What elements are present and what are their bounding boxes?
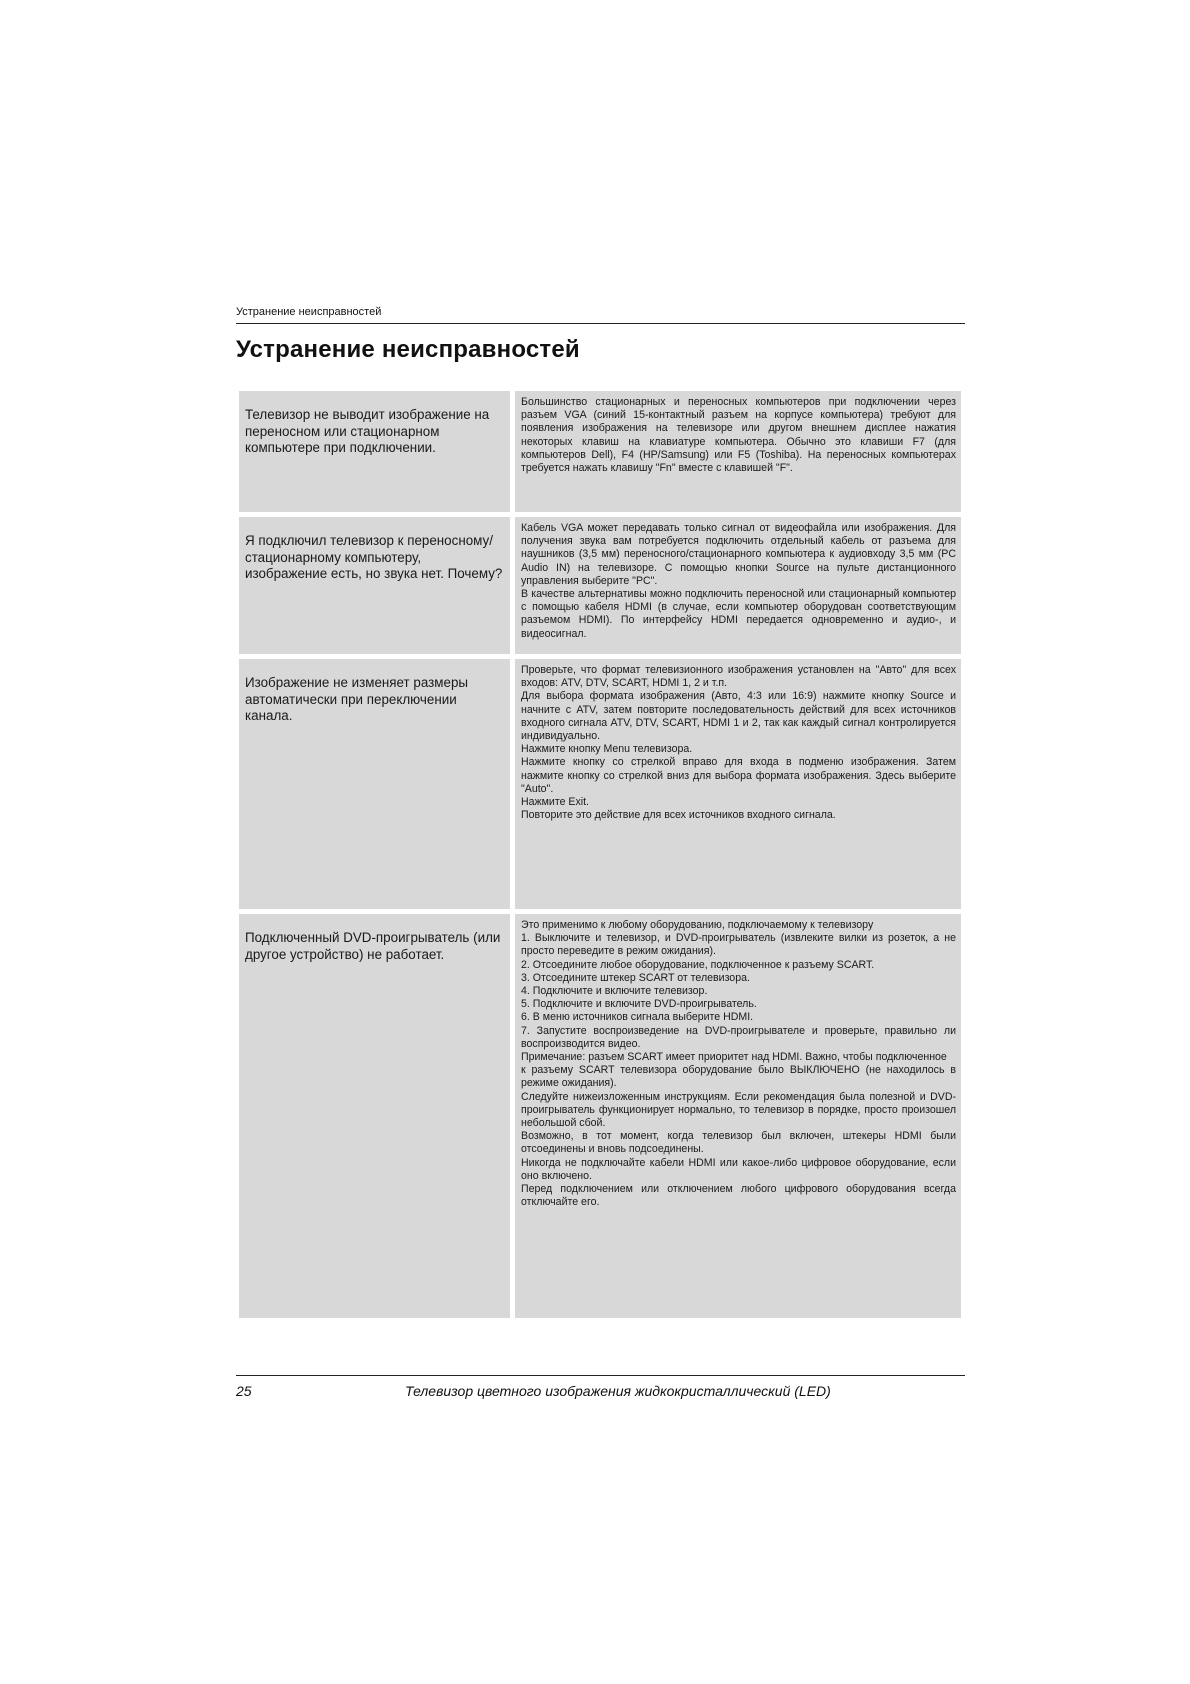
solution-paragraph: 1. Выключите и телевизор, и DVD-проигрыватель (извлеките вилки из розеток, а не просто переведите в режим ожидания).	[521, 932, 956, 958]
problem-cell: Подключенный DVD-проигрыватель (или другое устройство) не работает.	[239, 914, 510, 1318]
solution-paragraph: Никогда не подключайте кабели HDMI или какое-либо цифровое оборудование, если оно включено.	[521, 1156, 956, 1182]
solution-paragraph: Проверьте, что формат телевизионного изображения установлен на "Авто" для всех входов: ATV, DTV, SCART, HDMI 1, 2 и т.п.	[521, 664, 956, 690]
solution-cell	[515, 659, 961, 909]
solution-cell	[515, 517, 961, 654]
solution-paragraph: Большинство стационарных и переносных компьютеров при подключении через разъем VGA (синий 15-контактный разъем на корпусе компьютера) требуют для появления изображения на телевизоре или другом внешнем дисплее нажатия некоторых клавиш на клавиатуре компьютера. Обычно это клавиши F7 (для компьютеров Dell), F4 (HP/Samsung) или F5 (Toshiba). На переносных компьютерах требуется нажать клавишу "Fn" вместе с клавишей "F".	[521, 396, 956, 475]
solution-paragraph: 2. Отсоедините любое оборудование, подключенное к разъему SCART.	[521, 958, 875, 971]
solution-paragraph: Следуйте нижеизложенным инструкциям. Если рекомендация была полезной и DVD-проигрыватель функционирует нормально, то телевизор в порядке, просто произошел небольшой сбой.	[521, 1090, 956, 1130]
problem-cell: Телевизор не выводит изображение на переносном или стационарном компьютере при подключении.	[239, 391, 510, 512]
solution-paragraph: 7. Запустите воспроизведение на DVD-проигрывателе и проверьте, правильно ли воспроизводится видео.	[521, 1024, 956, 1050]
solution-paragraph: к разъему SCART телевизора оборудование было ВЫКЛЮЧЕНО (не находилось в режиме ожидания).	[521, 1064, 956, 1090]
solution-paragraph: Примечание: разъем SCART имеет приоритет над HDMI. Важно, чтобы подключенное	[521, 1051, 947, 1064]
problem-cell: Изображение не изменяет размеры автоматически при переключении канала.	[239, 659, 510, 909]
solution-cell	[515, 391, 961, 512]
solution-paragraph: 5. Подключите и включите DVD-проигрыватель.	[521, 998, 757, 1011]
problem-cell: Я подключил телевизор к переносному/стационарному компьютеру, изображение есть, но звука нет. Почему?	[239, 517, 510, 654]
page-number: 25	[236, 1383, 252, 1399]
solution-paragraph: Перед подключением или отключением любого цифрового оборудования всегда отключайте его.	[521, 1183, 956, 1209]
page-title: Устранение неисправностей	[236, 336, 580, 363]
solution-paragraph: Повторите это действие для всех источников входного сигнала.	[521, 809, 836, 822]
solution-cell	[515, 914, 961, 1318]
table-row	[239, 659, 961, 909]
solution-paragraph: Кабель VGA может передавать только сигнал от видеофайла или изображения. Для получения звука вам потребуется подключить отдельный кабель от разъема для наушников (3,5 мм) переносного/стационарного компьютера к аудиовходу 3,5 мм (PC Audio IN) на телевизоре. С помощью кнопки Source на пульте дистанционного управления выберите "PC".	[521, 522, 956, 587]
solution-paragraph: Нажмите Exit.	[521, 796, 590, 809]
solution-paragraph: 3. Отсоедините штекер SCART от телевизора.	[521, 971, 750, 984]
table-row	[239, 914, 961, 1318]
solution-paragraph: 6. В меню источников сигнала выберите HDMI.	[521, 1011, 754, 1024]
solution-paragraph: В качестве альтернативы можно подключить переносной или стационарный компьютер с помощью кабеля HDMI (в случае, если компьютер оборудован соответствующим разъемом HDMI). По интерфейсу HDMI передается одновременно и аудио-, и видеосигнал.	[521, 588, 956, 640]
table-row	[239, 517, 961, 654]
solution-paragraph: Для выбора формата изображения (Авто, 4:3 или 16:9) нажмите кнопку Source и начните с ATV, затем повторите последовательность действий для всех источников входного сигнала ATV, DTV, SCART, HDMI 1 и 2, так как каждый сигнал контролируется индивидуально.	[521, 690, 956, 743]
solution-paragraph: Это применимо к любому оборудованию, подключаемому к телевизору	[521, 919, 874, 931]
header-divider	[236, 323, 965, 324]
troubleshooting-table	[239, 391, 961, 1323]
footer-divider	[236, 1375, 965, 1376]
solution-paragraph: Нажмите кнопку со стрелкой вправо для входа в подменю изображения. Затем нажмите кнопку со стрелкой вниз для выбора формата изображения. Здесь выберите "Auto".	[521, 756, 956, 795]
solution-paragraph: Возможно, в тот момент, когда телевизор был включен, штекеры HDMI были отсоединены и вновь подсоединены.	[521, 1130, 956, 1156]
solution-paragraph: 4. Подключите и включите телевизор.	[521, 985, 708, 998]
running-header: Устранение неисправностей	[236, 306, 382, 318]
table-row	[239, 391, 961, 512]
footer-title: Телевизор цветного изображения жидкокристаллический (LED)	[405, 1383, 831, 1399]
solution-paragraph: Нажмите кнопку Menu телевизора.	[521, 743, 693, 756]
